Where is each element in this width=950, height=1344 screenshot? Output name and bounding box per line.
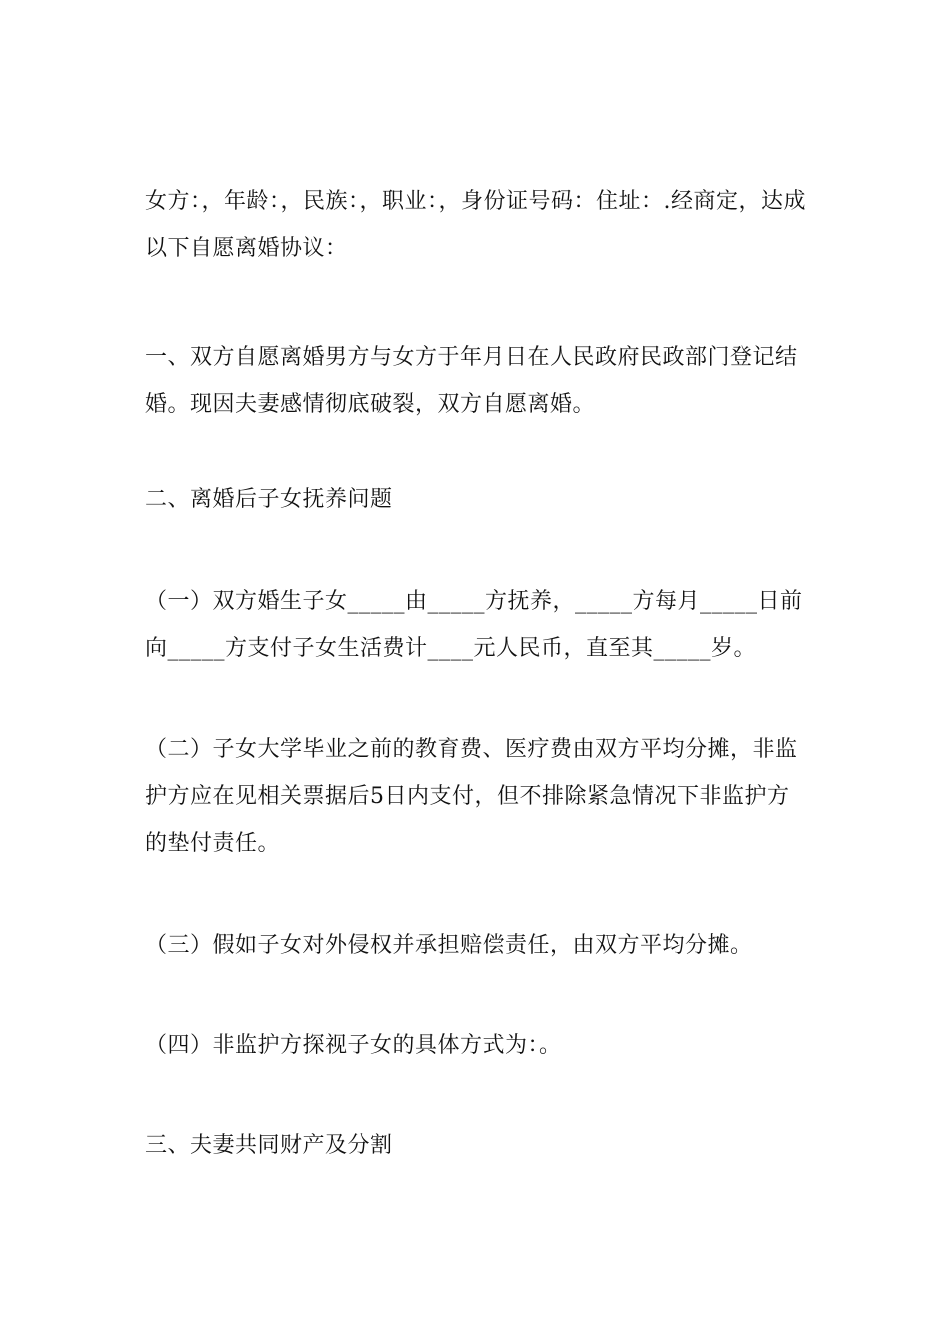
paragraph-subclause-four: （四）非监护方探视子女的具体方式为：。 — [145, 1033, 562, 1058]
paragraph-subclause-three: （三）假如子女对外侵权并承担赔偿责任，由双方平均分摊。 — [145, 933, 753, 958]
section-heading-joint-property: 三、夫妻共同财产及分割 — [145, 1133, 393, 1158]
section-heading-child-custody: 二、离婚后子女抚养问题 — [145, 487, 393, 512]
paragraph-parties-info: 女方：，年龄：，民族：，职业：，身份证号码：住址：.经商定，达成以下自愿离婚协议： — [145, 189, 806, 261]
paragraph-subclause-two: （二）子女大学毕业之前的教育费、医疗费由双方平均分摊，非监护方应在见相关票据后5日内支付，但不排除紧急情况下非监护方的垫付责任。 — [145, 737, 798, 856]
paragraph-subclause-one: （一）双方婚生子女_____由_____方抚养，_____方每月_____日前向_____方支付子女生活费计____元人民币，直至其_____岁。 — [145, 589, 803, 661]
paragraph-clause-one: 一、双方自愿离婚男方与女方于年月日在人民政府民政部门登记结婚。现因夫妻感情彻底破裂，双方自愿离婚。 — [145, 345, 798, 417]
